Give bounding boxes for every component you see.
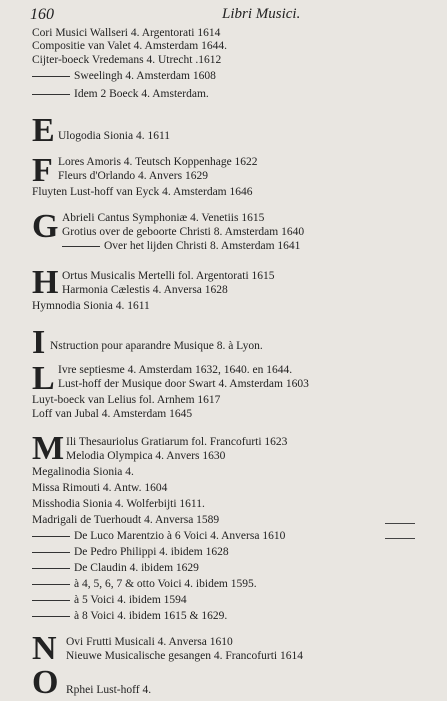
entry-line: [32, 562, 199, 575]
initial-letter: I: [32, 324, 46, 361]
initial-letter: H: [32, 264, 59, 301]
entry-line: Loff van Jubal 4. Amsterdam 1645: [32, 408, 193, 420]
ditto-dash: [32, 536, 70, 537]
entry-line: Madrigali de Tuerhoudt 4. Anversa 1589: [32, 514, 220, 526]
entry-line: Nstruction pour aparandre Musique 8. à Lyon.: [50, 340, 263, 352]
ditto-dash: [32, 568, 70, 569]
ditto-dash: [32, 616, 70, 617]
ditto-dash: [32, 94, 70, 95]
entry-line: Melodia Olympica 4. Anvers 1630: [66, 450, 226, 462]
entry-line: Fluyten Lust-hoff van Eyck 4. Amsterdam 1646: [32, 186, 253, 198]
initial-letter: M: [32, 430, 65, 467]
entry-line: Hymnodia Sionia 4. 1611: [32, 300, 150, 312]
entry-line: [32, 610, 227, 623]
initial-letter: F: [32, 152, 53, 189]
entry-line: Luyt-boeck van Lelius fol. Arnhem 1617: [32, 394, 221, 406]
margin-rule: [385, 538, 415, 539]
entry-line: Abrieli Cantus Symphoniæ 4. Venetiis 1615: [62, 212, 265, 224]
ditto-dash: [32, 600, 70, 601]
entry-line: Cijter-boeck Vredemans 4. Utrecht .1612: [32, 54, 222, 66]
entry-line: Compositie van Valet 4. Amsterdam 1644.: [32, 40, 227, 52]
entry-line: [32, 546, 229, 559]
page-number: 160: [30, 6, 54, 23]
running-title: Libri Musici.: [222, 6, 301, 22]
ditto-dash: [32, 552, 70, 553]
entry-text: à 8 Voici 4. ibidem 1615 & 1629.: [74, 610, 228, 622]
entry-line: Ortus Musicalis Mertelli fol. Argentorati 1615: [62, 270, 275, 282]
entry-line: [32, 578, 257, 591]
entry-line: Cori Musici Wallseri 4. Argentorati 1614: [32, 27, 221, 39]
entry-line: Ivre septiesme 4. Amsterdam 1632, 1640. en 1644.: [58, 364, 293, 376]
entry-line: Nieuwe Musicalische gesangen 4. Francofurti 1614: [66, 650, 303, 662]
entry-line: Lores Amoris 4. Teutsch Koppenhage 1622: [58, 156, 258, 168]
entry-line: Rphei Lust-hoff 4.: [66, 684, 152, 696]
entry-text: à 4, 5, 6, 7 & otto Voici 4. ibidem 1595.: [74, 578, 257, 590]
entry-text: Sweelingh 4. Amsterdam 1608: [74, 70, 216, 82]
entry-line: [32, 70, 216, 83]
initial-letter: O: [32, 664, 59, 701]
initial-letter: G: [32, 208, 59, 245]
entry-text: Idem 2 Boeck 4. Amsterdam.: [74, 88, 209, 100]
entry-line: Megalinodia Sionia 4.: [32, 466, 134, 478]
initial-letter: L: [32, 360, 55, 397]
entry-line: [32, 594, 187, 607]
initial-letter: N: [32, 630, 57, 667]
entry-text: De Pedro Philippi 4. ibidem 1628: [74, 546, 229, 558]
ditto-dash: [62, 246, 100, 247]
margin-rule: [385, 523, 415, 524]
entry-line: Lust-hoff der Musique door Swart 4. Amsterdam 1603: [58, 378, 309, 390]
entry-line: Harmonia Cælestis 4. Anversa 1628: [62, 284, 228, 296]
ditto-dash: [32, 584, 70, 585]
entry-line: [32, 530, 285, 543]
entry-text: à 5 Voici 4. ibidem 1594: [74, 594, 187, 606]
entry-line: Ulogodia Sionia 4. 1611: [58, 130, 171, 142]
entry-text: De Claudin 4. ibidem 1629: [74, 562, 199, 574]
page-header: [30, 6, 417, 26]
entry-line: Misshodia Sionia 4. Wolferbijti 1611.: [32, 498, 205, 510]
entry-line: Fleurs d'Orlando 4. Anvers 1629: [58, 170, 208, 182]
entry-line: [32, 88, 209, 101]
entry-line: Ovi Frutti Musicali 4. Anversa 1610: [66, 636, 233, 648]
initial-letter: E: [32, 112, 55, 149]
ditto-dash: [32, 76, 70, 77]
entry-text: De Luco Marentzio à 6 Voici 4. Anversa 1610: [74, 530, 286, 542]
entry-line: Missa Rimouti 4. Antw. 1604: [32, 482, 168, 494]
entry-line: [62, 240, 300, 253]
entry-line: Grotius over de geboorte Christi 8. Amsterdam 1640: [62, 226, 305, 238]
entry-text: Over het lijden Christi 8. Amsterdam 1641: [104, 240, 301, 252]
entry-line: Ili Thesauriolus Gratiarum fol. Francofurti 1623: [66, 436, 288, 448]
